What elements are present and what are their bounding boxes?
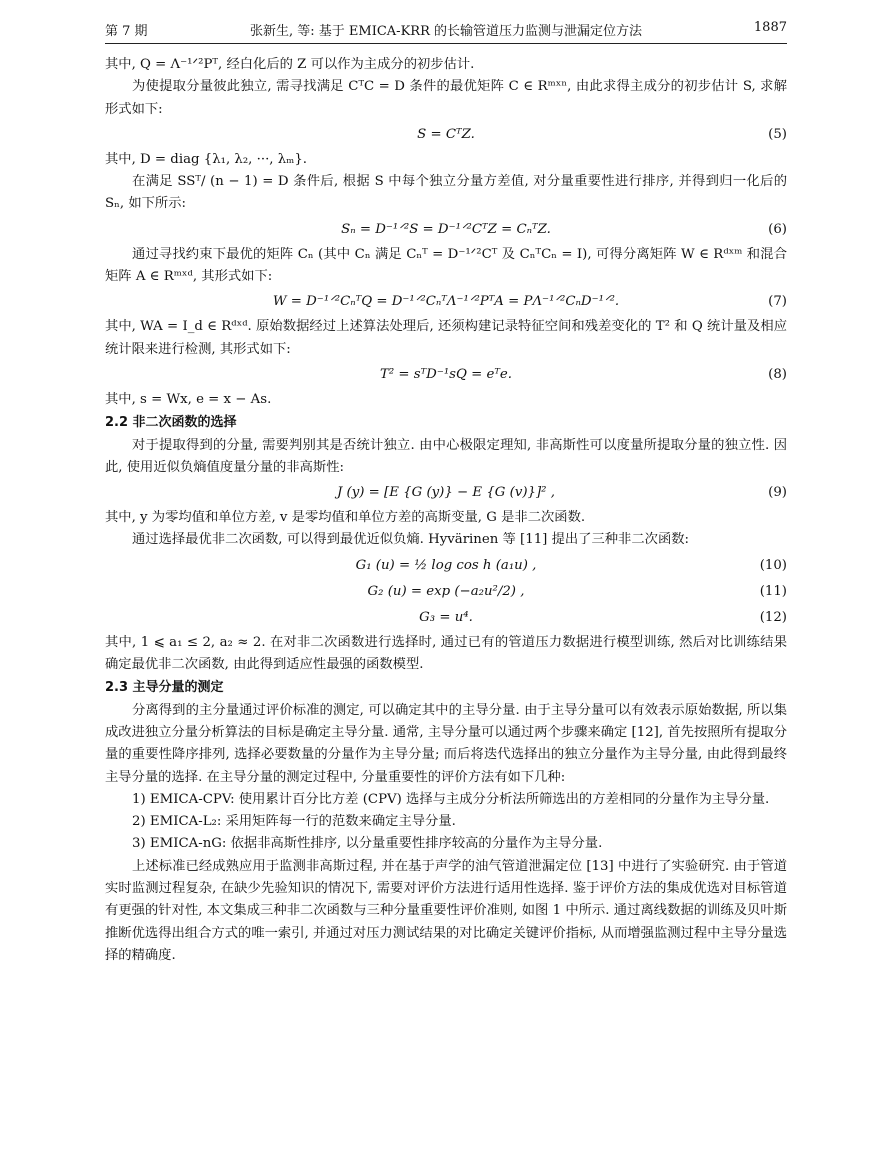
paragraph-9: 其中, y 为零均值和单位方差, v 是零均值和单位方差的高斯变量, G 是非二次函数. — [105, 510, 586, 526]
paragraph-5: 通过寻找约束下最优的矩阵 Cₙ (其中 Cₙ 满足 Cₙᵀ = D⁻¹ᐟ²Cᵀ 及 CₙᵀCₙ = I), 可得分离矩阵 W ∈ Rᵈˣᵐ 和混合矩阵 A ∈ Rᵐˣᵈ, 其形式如下: — [105, 246, 787, 285]
paragraph-10: 通过选择最优非二次函数, 可以得到最优近似负熵. Hyvärinen 等 [11] 提出了三种非二次函数: — [132, 532, 690, 548]
equation-12 — [105, 606, 787, 630]
paragraph-8: 对于提取得到的分量, 需要判别其是否统计独立. 由中心极限定理知, 非高斯性可以度量所提取分量的独立性. 因此, 使用近似负熵值度量分量的非高斯性: — [105, 437, 787, 475]
equation-12-formula: G₃ = u⁴. — [419, 609, 473, 625]
list-item-1: 1) EMICA-CPV: 使用累计百分比方差 (CPV) 选择与主成分分析法所筛选出的方差相同的分量作为主导分量. — [132, 791, 770, 807]
page-number: 1887 — [753, 20, 787, 35]
equation-8 — [105, 363, 787, 387]
equation-7 — [105, 290, 787, 314]
equation-7-formula: W = D⁻¹ᐟ²CₙᵀQ = D⁻¹ᐟ²CₙᵀΛ⁻¹ᐟ²PᵀA = PΛ⁻¹ᐟ²CₙD⁻¹ᐟ². — [272, 294, 620, 310]
list-item-2: 2) EMICA-L₂: 采用矩阵每一行的范数来确定主导分量. — [132, 814, 456, 830]
equation-12-number: (12) — [759, 609, 787, 625]
equation-6-formula: Sₙ = D⁻¹ᐟ²S = D⁻¹ᐟ²CᵀZ = CₙᵀZ. — [341, 221, 551, 237]
equation-5-number: (5) — [768, 126, 787, 142]
section-heading-2-2: 2.2 非二次函数的选择 — [105, 415, 237, 431]
paragraph-13: 上述标准已经成熟应用于监测非高斯过程, 并在基于声学的油气管道泄漏定位 [13] 中进行了实验研究. 由于管道实时监测过程复杂, 在缺少先验知识的情况下, 需要对评价方法进行适用性选择. 鉴于评价方法的集成优选对目标管道有更强的针对性, 本文集成三种非二次函数与三种分量重要性评价准则, 如图 1 中所示. 通过离线数据的训练及贝叶斯推断优选得出组合方式的唯一索引, 并通过对压力测试结果的对比确定关键评价指标, 从而增强监测过程中主导分量选择的精确度. — [105, 858, 787, 963]
section-heading-2-3: 2.3 主导分量的测定 — [105, 680, 224, 696]
body-text — [105, 54, 787, 967]
equation-11-number: (11) — [759, 583, 787, 599]
equation-8-formula: T² = sᵀD⁻¹sQ = eᵀe. — [379, 366, 513, 382]
equation-6 — [105, 218, 787, 242]
paragraph-12: 分离得到的主分量通过评价标准的测定, 可以确定其中的主导分量. 由于主导分量可以有效表示原始数据, 所以集成改进独立分量分析算法的目标是确定主导分量. 通常, 主导分量可以通过两个步骤来确定 [12], 首先按照所有提取分量的重要性降序排列, 选择必要数量的分量作为主导分量; 而后将迭代选择出的独立分量作为主导分量, 由此得到最终主导分量的选择. 在主导分量的测定过程中, 分量重要性的评价方法有如下几种: — [105, 702, 787, 785]
paragraph-7: 其中, s = Wx, e = x − As. — [105, 391, 272, 407]
equation-10 — [105, 554, 787, 578]
paragraph-1: 其中, Q = Λ⁻¹ᐟ²Pᵀ, 经白化后的 Z 可以作为主成分的初步估计. — [105, 57, 475, 72]
equation-10-formula: G₁ (u) = ½ log cos h (a₁u) , — [355, 557, 537, 573]
paragraph-4: 在满足 SSᵀ/ (n − 1) = D 条件后, 根据 S 中每个独立分量方差值, 对分量重要性进行排序, 并得到归一化后的 Sₙ, 如下所示: — [105, 174, 787, 212]
header-rule — [105, 43, 787, 44]
equation-8-number: (8) — [768, 366, 787, 382]
equation-5-formula: S = CᵀZ. — [417, 126, 475, 142]
paragraph-11: 其中, 1 ⩽ a₁ ≤ 2, a₂ ≈ 2. 在对非二次函数进行选择时, 通过已有的管道压力数据进行模型训练, 然后对比训练结果确定最优非二次函数, 由此得到适应性最强的函数模型. — [105, 634, 787, 673]
paragraph-3: 其中, D = diag {λ₁, λ₂, ···, λₘ}. — [105, 151, 308, 167]
equation-9 — [105, 481, 787, 505]
equation-6-number: (6) — [768, 221, 787, 237]
running-title: 张新生, 等: 基于 EMICA-KRR 的长输管道压力监测与泄漏定位方法 — [250, 24, 642, 39]
issue-label: 第 7 期 — [105, 24, 148, 39]
equation-9-number: (9) — [768, 485, 787, 501]
equation-7-number: (7) — [768, 294, 787, 310]
equation-9-formula: J (y) = [E {G (y)} − E {G (v)}]² , — [337, 485, 555, 501]
equation-10-number: (10) — [759, 557, 787, 573]
equation-11 — [105, 580, 787, 604]
running-header — [105, 20, 787, 42]
equation-11-formula: G₂ (u) = exp (−a₂u²/2) , — [367, 583, 525, 599]
equation-5 — [105, 123, 787, 147]
paragraph-6: 其中, WA = I_d ∈ Rᵈˣᵈ. 原始数据经过上述算法处理后, 还须构建记录特征空间和残差变化的 T² 和 Q 统计量及相应统计限来进行检测, 其形式如下: — [105, 319, 787, 357]
list-item-3: 3) EMICA-nG: 依据非高斯性排序, 以分量重要性排序较高的分量作为主导分量. — [132, 836, 603, 852]
paragraph-2: 为使提取分量彼此独立, 需寻找满足 CᵀC = D 条件的最优矩阵 C ∈ Rᵐˣⁿ, 由此求得主成分的初步估计 S, 求解形式如下: — [105, 79, 787, 117]
